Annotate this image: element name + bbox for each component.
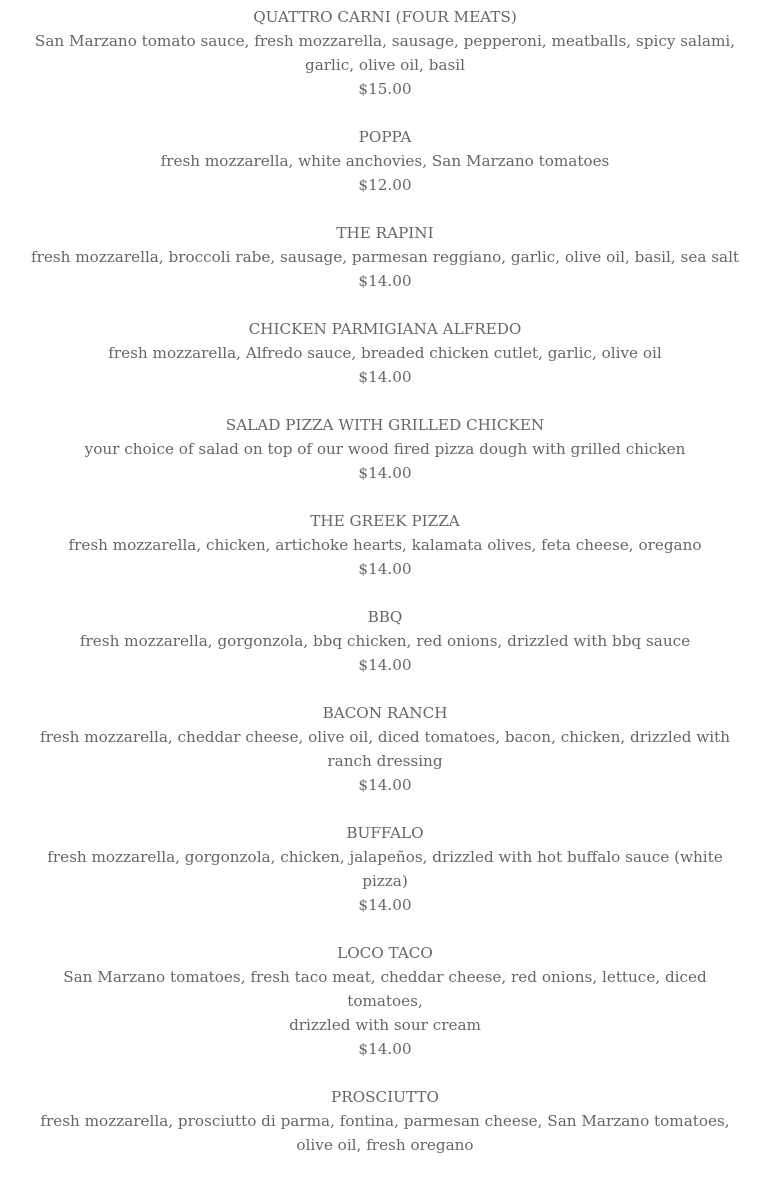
menu-item-name: SALAD PIZZA WITH GRILLED CHICKEN — [225, 416, 545, 434]
menu-item-name: POPPA — [358, 128, 412, 146]
menu-item-price: $14.00 — [358, 896, 412, 914]
menu-item-name: BBQ — [367, 608, 403, 626]
menu-item-name: LOCO TACO — [337, 944, 433, 962]
menu-item-name: PROSCIUTTO — [331, 1088, 439, 1106]
menu-item-buffalo — [25, 821, 745, 917]
menu-item-description: ranch dressing — [327, 752, 443, 770]
menu-item-description: fresh mozzarella, cheddar cheese, olive oil, diced tomatoes, bacon, chicken, drizzled with — [39, 728, 730, 746]
menu-item-description: fresh mozzarella, prosciutto di parma, fontina, parmesan cheese, San Marzano tomatoes, — [40, 1112, 730, 1130]
menu-item-description: fresh mozzarella, chicken, artichoke hearts, kalamata olives, feta cheese, oregano — [68, 536, 702, 554]
menu-item-bbq — [25, 605, 745, 677]
menu-item-salad-pizza — [25, 413, 745, 485]
menu-item-name: QUATTRO CARNI (FOUR MEATS) — [253, 8, 517, 26]
menu-item-description: garlic, olive oil, basil — [305, 56, 465, 74]
menu-item-description: olive oil, fresh oregano — [296, 1136, 474, 1154]
menu-item-greek-pizza — [25, 509, 745, 581]
menu-item-quattro-carni — [25, 5, 745, 101]
menu-item-price: $14.00 — [358, 656, 412, 674]
menu-item-price: $14.00 — [358, 464, 412, 482]
menu-item-chicken-parmigiana-alfredo — [25, 317, 745, 389]
menu-item-poppa — [25, 125, 745, 197]
menu-item-description: fresh mozzarella, white anchovies, San Marzano tomatoes — [160, 152, 610, 170]
menu-item-description: fresh mozzarella, gorgonzola, chicken, jalapeños, drizzled with hot buffalo sauce (white — [47, 848, 723, 866]
menu-item-description: San Marzano tomatoes, fresh taco meat, cheddar cheese, red onions, lettuce, diced tomatoes, — [63, 968, 707, 1010]
menu-item-prosciutto — [25, 1085, 745, 1157]
menu-item-name: BUFFALO — [346, 824, 424, 842]
menu-item-name: THE RAPINI — [336, 224, 434, 242]
menu-item-price: $14.00 — [358, 368, 412, 386]
menu-item-price: $14.00 — [358, 776, 412, 794]
menu-item-bacon-ranch — [25, 701, 745, 797]
menu-item-loco-taco — [25, 941, 745, 1061]
menu-item-description: fresh mozzarella, Alfredo sauce, breaded chicken cutlet, garlic, olive oil — [108, 344, 662, 362]
menu-item-name: THE GREEK PIZZA — [310, 512, 460, 530]
menu-item-price: $14.00 — [358, 1040, 412, 1058]
menu-item-price: $14.00 — [358, 560, 412, 578]
menu-item-the-rapini — [25, 221, 745, 293]
menu-item-price: $12.00 — [358, 176, 412, 194]
pizza-menu — [0, 5, 770, 1181]
menu-item-description: fresh mozzarella, broccoli rabe, sausage, parmesan reggiano, garlic, olive oil, basil, sea salt — [30, 248, 740, 266]
menu-item-description: San Marzano tomato sauce, fresh mozzarella, sausage, pepperoni, meatballs, spicy salami, — [34, 32, 736, 50]
menu-item-description: pizza) — [362, 872, 408, 890]
menu-item-description: fresh mozzarella, gorgonzola, bbq chicken, red onions, drizzled with bbq sauce — [79, 632, 691, 650]
menu-item-name: CHICKEN PARMIGIANA ALFREDO — [248, 320, 522, 338]
menu-item-description: drizzled with sour cream — [289, 1016, 481, 1034]
menu-item-description: your choice of salad on top of our wood fired pizza dough with grilled chicken — [84, 440, 686, 458]
menu-item-price: $14.00 — [358, 272, 412, 290]
menu-item-name: BACON RANCH — [322, 704, 448, 722]
menu-item-price: $15.00 — [358, 80, 412, 98]
